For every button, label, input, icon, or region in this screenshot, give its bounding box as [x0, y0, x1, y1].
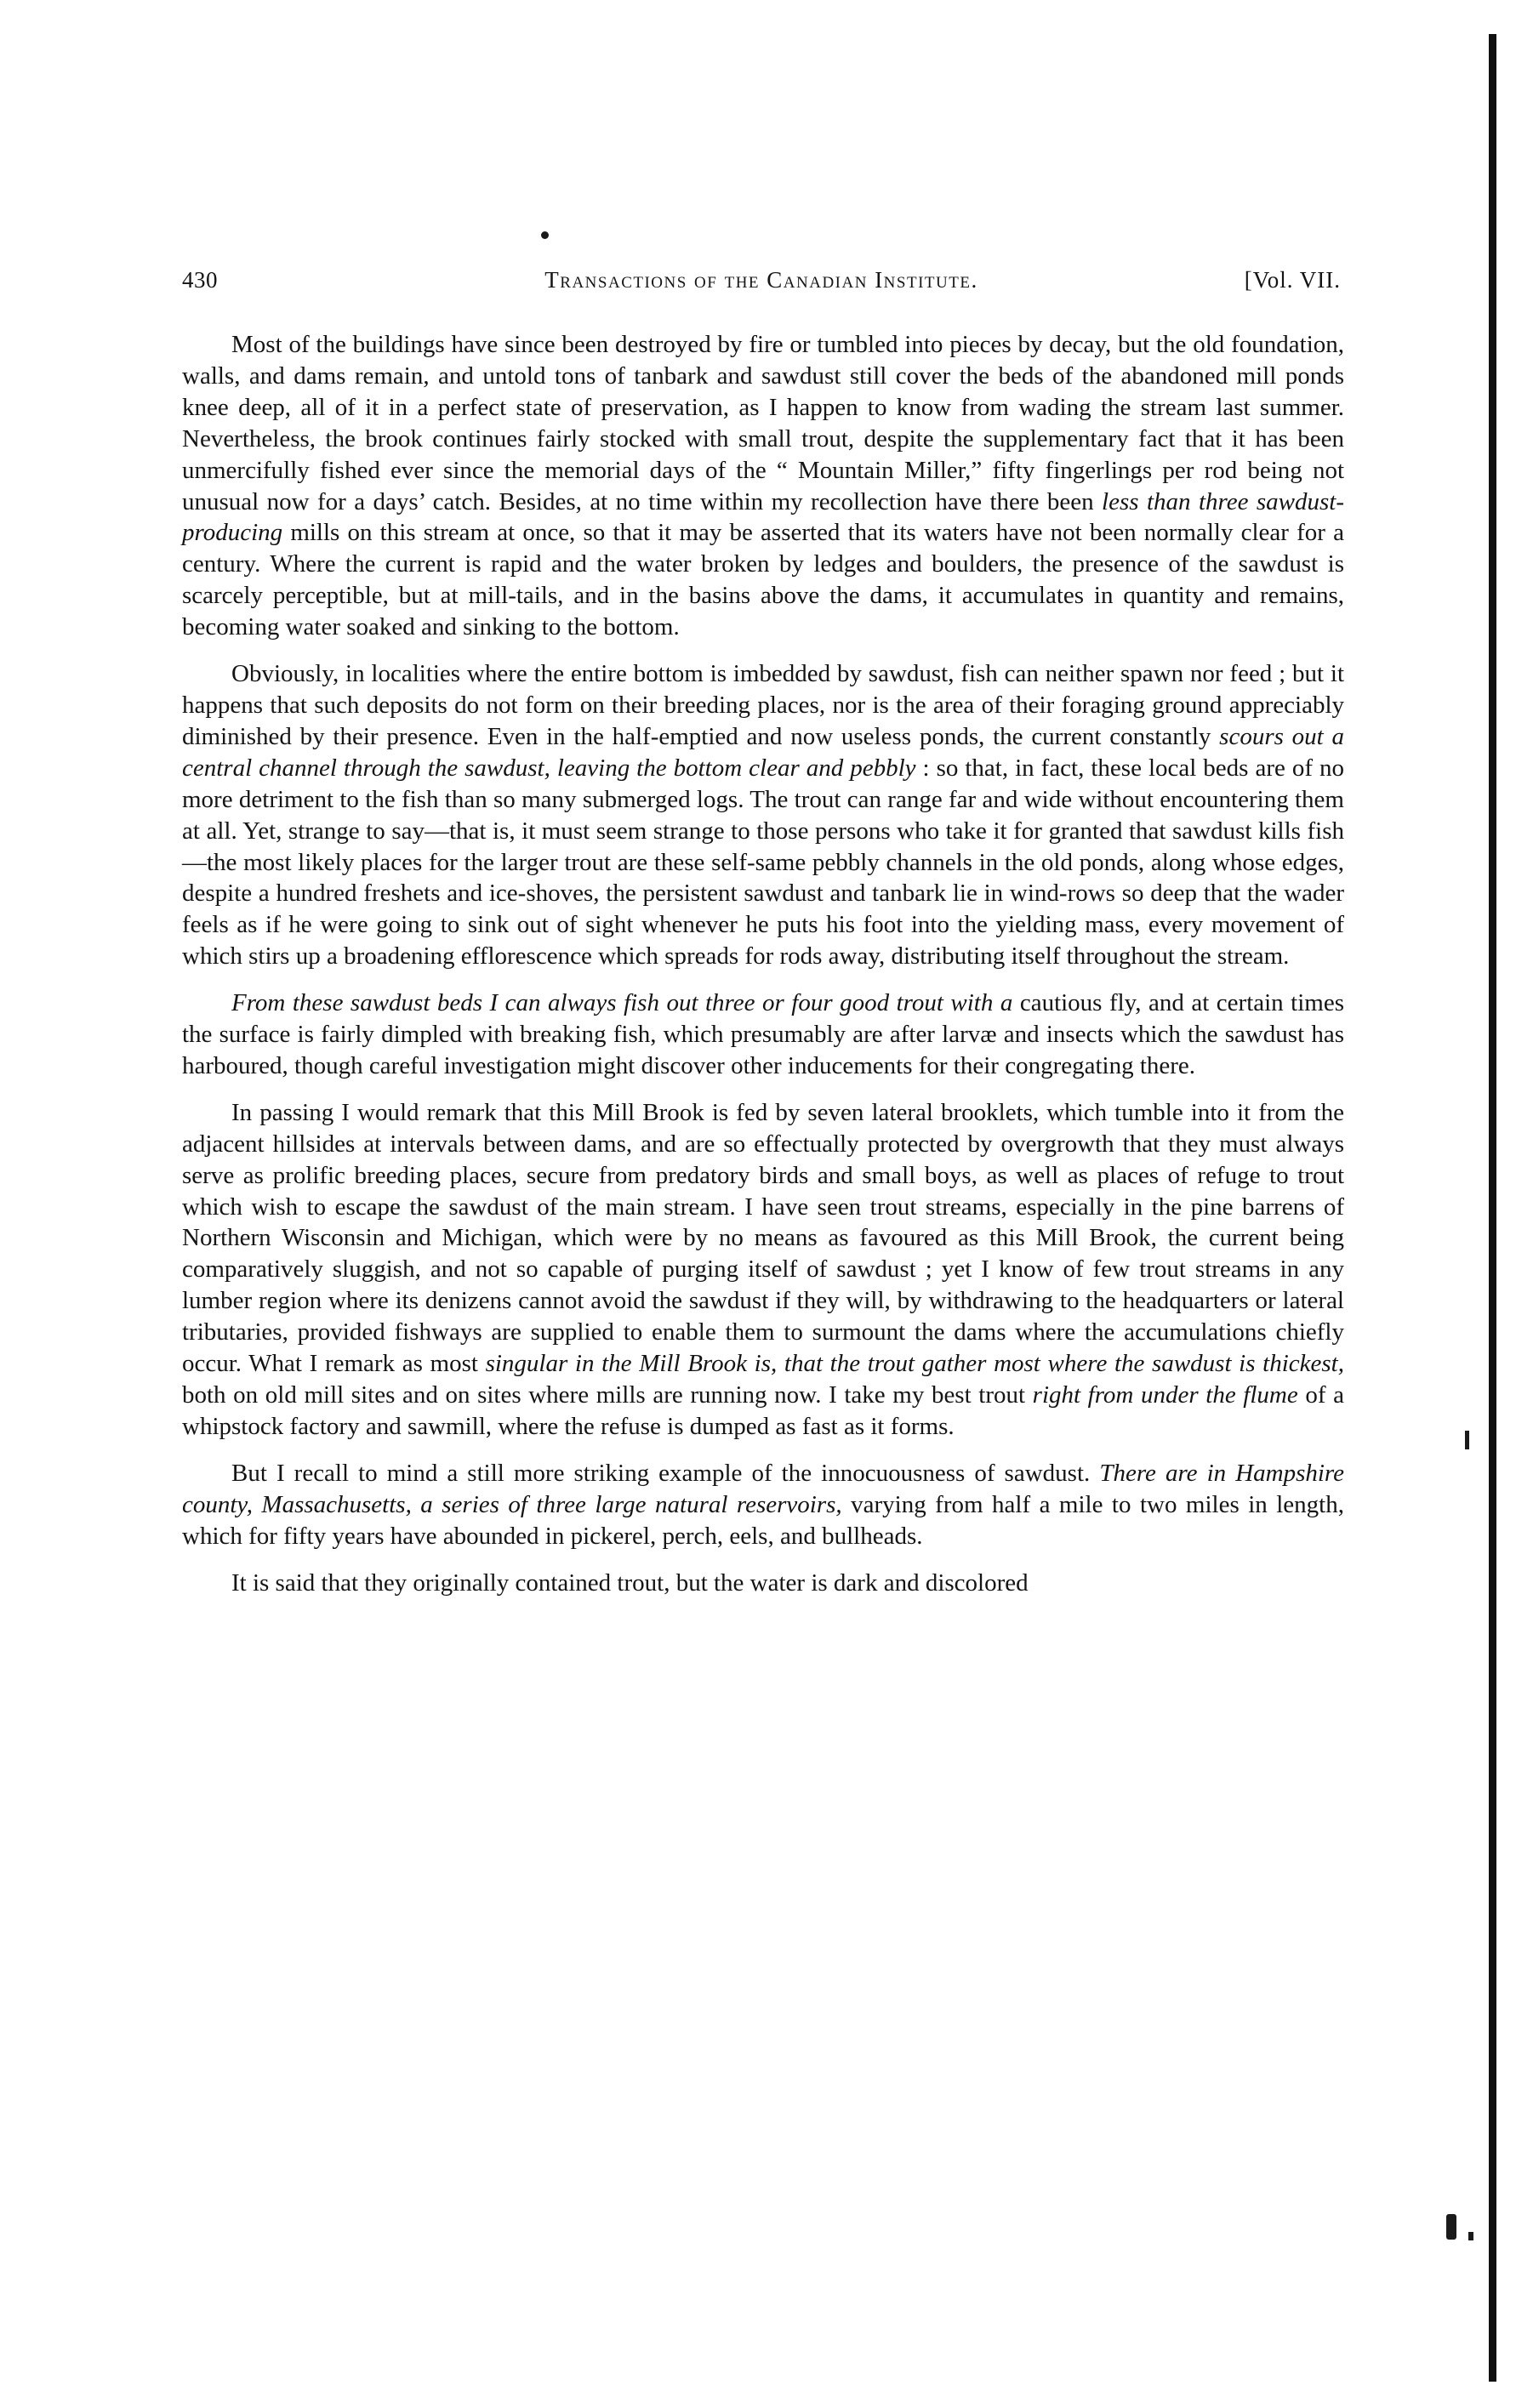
volume-label: [Vol. VII.	[1244, 267, 1341, 293]
italic-text: right from under the flume	[1032, 1381, 1298, 1409]
paragraph: In passing I would remark that this Mill Brook is fed by seven lateral brooklets, which tumble into it from the adjacent hillsides at intervals between dams, and are so effectually protected by overgrowth that they must always serve as prolific breeding places, secure from predatory birds and small boys, as well as places of refuge to trout which wish to escape the sawdust of the main stream. I have seen trout streams, especially in the pine barrens of Northern Wisconsin and Michigan, which were by no means as favoured as this Mill Brook, the current being comparatively sluggish, and not so capable of purging itself of sawdust ; yet I know of few trout streams in any lumber region where its denizens cannot avoid the sawdust if they will, by withdrawing to the headquarters or lateral tributaries, provided fishways are supplied to enable them to surmount the dams where the accumulations chiefly occur. What I remark as most singular in the Mill Brook is, that the trout gather most where the sawdust is thickest, both on old mill sites and on sites where mills are running now. I take my best trout right from under the flume of a whipstock factory and sawmill, where the refuse is dumped as fast as it forms.	[182, 1098, 1344, 1440]
paragraph: Obviously, in localities where the entire bottom is imbedded by sawdust, fish can neither spawn nor feed ; but it happens that such deposits do not form on their breeding places, nor is the area of their foraging ground appreciably diminished by their presence. Even in the half-emptied and now useless ponds, the current constantly scours out a central channel through the sawdust, leaving the bottom clear and pebbly : so that, in fact, these local beds are of no more detriment to the fish than so many submerged logs. The trout can range far and wide without encountering them at all. Yet, strange to say—that is, it must seem strange to those persons who take it for granted that sawdust kills fish—the most likely places for the larger trout are these self-same pebbly channels in the old ponds, along whose edges, despite a hundred freshets and ice-shoves, the persistent sawdust and tanbark lie in wind-rows so deep that the wader feels as if he were going to sink out of sight whenever he puts his foot into the yielding mass, every movement of which stirs up a broadening efflorescence which spreads for rods away, distributing itself throughout the stream.	[182, 660, 1344, 971]
running-title: Transactions of the Canadian Institute.	[544, 267, 978, 293]
paragraph: It is said that they originally contained trout, but the water is dark and discolored	[231, 1568, 1029, 1597]
scan-edge-mark	[1468, 2232, 1473, 2240]
italic-text: singular in the Mill Brook is, that the trout gather most where the sawdust is thickest,	[485, 1350, 1344, 1378]
scan-speck	[541, 231, 549, 239]
paragraph: Most of the buildings have since been destroyed by fire or tumbled into pieces by decay, but the old foundation, walls, and dams remain, and untold tons of tanbark and sawdust still cover the beds of the abandoned mill ponds knee deep, all of it in a perfect state of preservation, as I happen to know from wading the stream last summer. Nevertheless, the brook continues fairly stocked with small trout, despite the supplementary fact that it has been unmercifully fished ever since the memorial days of the “ Mountain Miller,” fifty fingerlings per rod being not unusual now for a days’ catch. Besides, at no time within my recollection have there been less than three sawdust-producing mills on this stream at once, so that it may be asserted that its waters have not been normally clear for a century. Where the current is rapid and the water broken by ledges and boulders, the presence of the sawdust is scarcely perceptible, but at mill-tails, and in the basins above the dams, it accumulates in quantity and remains, becoming water soaked and sinking to the bottom.	[182, 331, 1344, 641]
scan-edge-mark	[1465, 1431, 1469, 1449]
italic-text: scours out a central channel through the sawdust, leaving the bottom clear and pebbly	[182, 722, 1344, 782]
paragraph: From these sawdust beds I can always fish out three or four good trout with a cautious fly, and at certain times the surface is fairly dimpled with breaking fish, which presumably are after larvæ and insects which the sawdust has harboured, though careful investigation might discover other inducements for their congregating there.	[182, 989, 1344, 1079]
article-body	[182, 329, 1344, 1598]
italic-text: less than three sawdust-producing	[182, 487, 1344, 547]
paragraph: But I recall to mind a still more striking example of the innocuousness of sawdust. There are in Hampshire county, Massachusetts, a series of three large natural reservoirs, varying from half a mile to two miles in length, which for fifty years have abounded in pickerel, perch, eels, and bullheads.	[182, 1459, 1344, 1550]
italic-text: There are in Hampshire county, Massachusetts, a series of three large natural reservoirs,	[182, 1459, 1344, 1518]
italic-text: From these sawdust beds I can always fish out three or four good trout with a	[231, 989, 1013, 1017]
running-head	[182, 267, 1341, 301]
page-number: 430	[182, 267, 218, 293]
scan-edge-mark	[1446, 2214, 1456, 2240]
scan-edge-rule	[1489, 34, 1496, 2382]
